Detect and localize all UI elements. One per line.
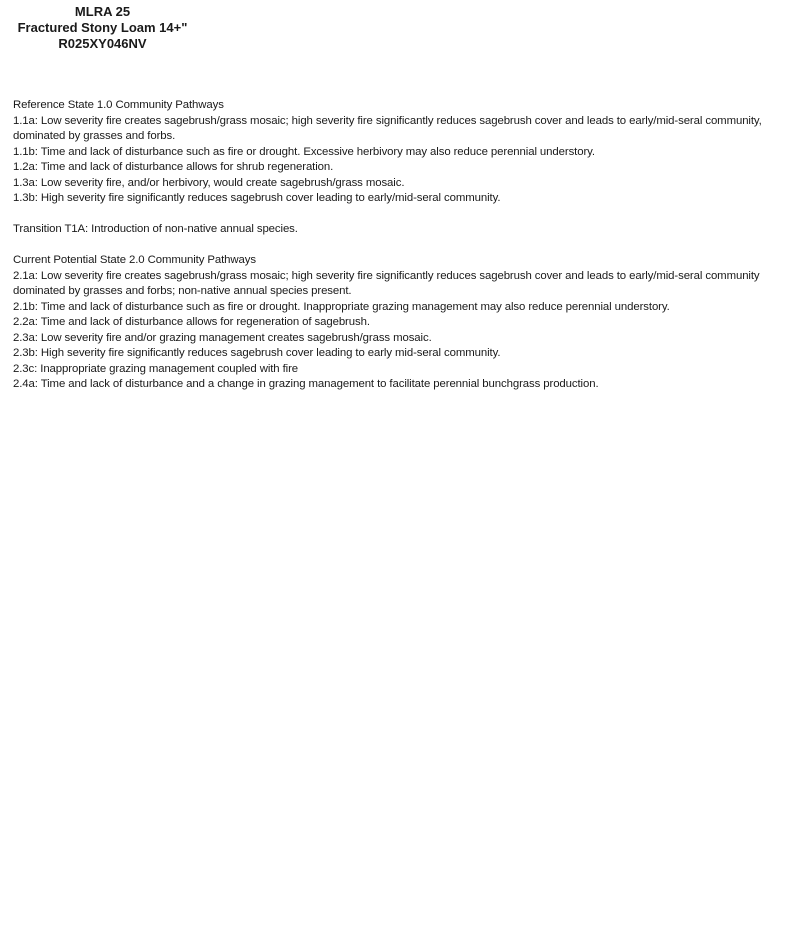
pathway-2-3a: 2.3a: Low severity fire and/or grazing management creates sagebrush/grass mosaic.: [13, 331, 432, 344]
transition-t1a: Transition T1A: Introduction of non-native annual species.: [13, 223, 298, 235]
pathway-2-2a: 2.2a: Time and lack of disturbance allows for regeneration of sagebrush.: [13, 316, 370, 328]
document-body: [13, 98, 785, 393]
pathway-1-1b: 1.1b: Time and lack of disturbance such as fire or drought. Excessive herbivory may also reduce perennial understory.: [13, 145, 595, 158]
pathway-2-4a: 2.4a: Time and lack of disturbance and a change in grazing management to facilitate perennial bunchgrass production.: [13, 378, 599, 390]
reference-state-heading: Reference State 1.0 Community Pathways: [13, 99, 224, 111]
pathway-2-1a: 2.1a: Low severity fire creates sagebrush/grass mosaic; high severity fire significantly reduces sagebrush cover and leads to early/mid-seral community dominated by grasses and forbs; non-native annual species present.: [13, 269, 760, 297]
current-state-section: [13, 253, 785, 393]
site-name: Fractured Stony Loam 14+": [17, 20, 188, 35]
spacer: [13, 207, 785, 223]
pathway-1-3a: 1.3a: Low severity fire, and/or herbivory, would create sagebrush/grass mosaic.: [13, 176, 405, 189]
current-state-heading: Current Potential State 2.0 Community Pathways: [13, 254, 256, 266]
pathway-1-1a: 1.1a: Low severity fire creates sagebrush/grass mosaic; high severity fire significantly reduces sagebrush cover and leads to early/mid-seral community, dominated by grasses and forbs.: [13, 114, 762, 142]
mlra-title: MLRA 25: [74, 4, 131, 19]
pathway-2-1b: 2.1b: Time and lack of disturbance such as fire or drought. Inappropriate grazing management may also reduce perennial understory.: [13, 300, 670, 313]
transition-section: [13, 222, 785, 238]
document-header: [0, 4, 205, 52]
pathway-2-3b: 2.3b: High severity fire significantly reduces sagebrush cover leading to early mid-seral community.: [13, 347, 501, 359]
reference-state-section: [13, 98, 785, 207]
pathway-1-3b: 1.3b: High severity fire significantly reduces sagebrush cover leading to early/mid-seral community.: [13, 192, 501, 204]
spacer: [13, 238, 785, 254]
pathway-1-2a: 1.2a: Time and lack of disturbance allows for shrub regeneration.: [13, 161, 334, 173]
pathway-2-3c: 2.3c: Inappropriate grazing management coupled with fire: [13, 362, 299, 375]
site-id: R025XY046NV: [58, 36, 147, 51]
